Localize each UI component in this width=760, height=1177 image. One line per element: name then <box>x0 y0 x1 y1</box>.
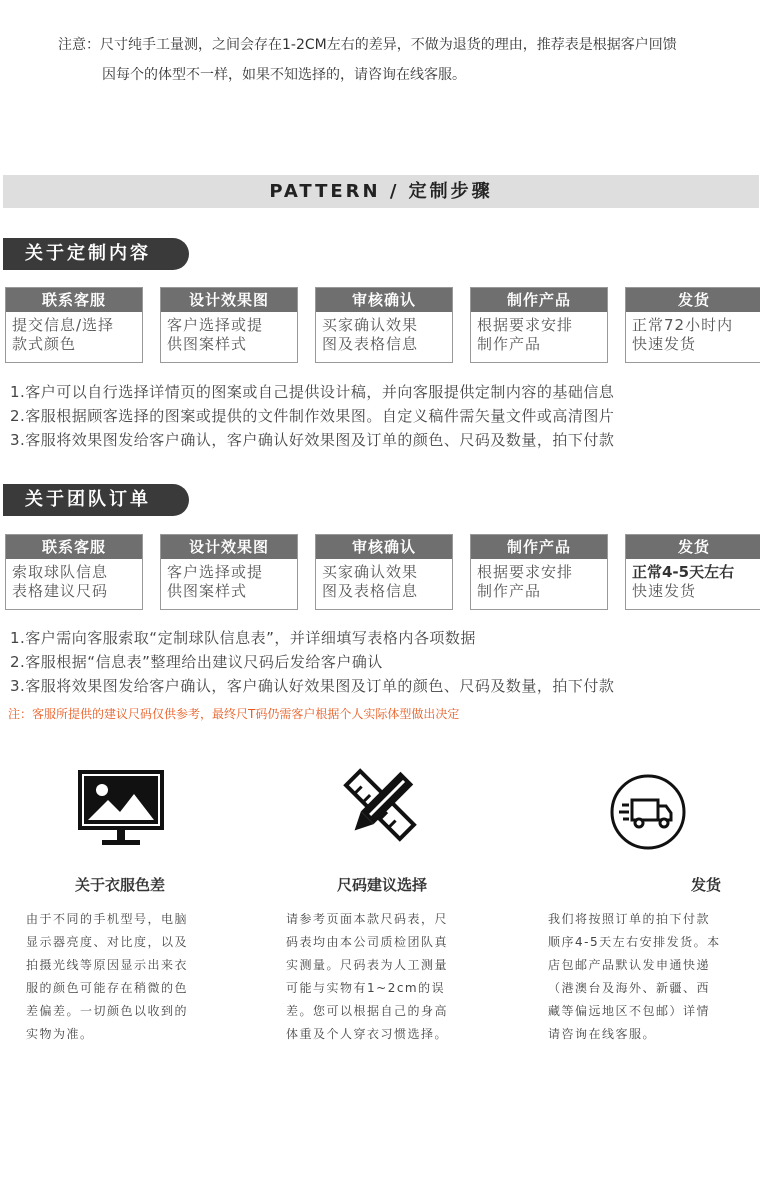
text-line: 服的颜色可能存在稍微的色 <box>26 981 189 995</box>
text-line: 差。您可以根据自己的身高 <box>286 1004 449 1018</box>
text-line: 显示器亮度、对比度，以及 <box>26 935 189 949</box>
step-desc-1: 客户选择或提 <box>167 563 264 581</box>
section-custom-title: 关于定制内容 <box>3 238 189 270</box>
step-desc-2: 快速发货 <box>632 582 697 600</box>
text-line: 体重及个人穿衣习惯选择。 <box>286 1027 449 1041</box>
size-notice <box>58 30 677 90</box>
notice-line-2: 因每个的体型不一样，如果不知选择的，请咨询在线客服。 <box>102 67 466 83</box>
feature-text-shipping <box>548 908 744 1046</box>
step-title: 设计效果图 <box>161 288 297 312</box>
step-title: 制作产品 <box>471 288 607 312</box>
feature-title-size: 尺码建议选择 <box>336 876 427 894</box>
text-line: 拍摄光线等原因显示出来衣 <box>26 958 189 972</box>
step-title: 发货 <box>626 535 760 559</box>
section-team-title: 关于团队订单 <box>3 484 189 516</box>
text-line: 店包邮产品默认发申通快递 <box>548 958 711 972</box>
instruction-line: 3.客服将效果图发给客户确认，客户确认好效果图及订单的颜色、尺码及数量，拍下付款 <box>10 677 615 695</box>
custom-instructions <box>10 380 614 452</box>
text-line: 我们将按照订单的拍下付款 <box>548 912 711 926</box>
notice-line-1: 注意：尺寸纯手工量测，之间会存在1-2CM左右的差异，不做为退货的理由，推荐表是根据客户回馈 <box>58 37 677 53</box>
ruler-pencil-icon <box>340 765 420 849</box>
text-line: 请参考页面本款尺码表，尺 <box>286 912 449 926</box>
step-desc-1: 买家确认效果 <box>322 563 419 581</box>
pattern-title-bar: PATTERN / 定制步骤 <box>3 175 759 208</box>
feature-text-size <box>286 908 482 1046</box>
team-step-ship <box>625 534 760 610</box>
text-line: 请咨询在线客服。 <box>548 1027 657 1041</box>
step-desc-2: 制作产品 <box>477 582 542 600</box>
team-step-produce <box>470 534 608 610</box>
step-desc-1: 客户选择或提 <box>167 316 264 334</box>
step-desc-1: 正常72小时内 <box>632 316 734 334</box>
custom-step-produce <box>470 287 608 363</box>
step-desc-2: 款式颜色 <box>12 335 77 353</box>
team-steps <box>5 534 759 610</box>
team-instructions <box>10 626 614 698</box>
custom-step-ship <box>625 287 760 363</box>
step-title: 联系客服 <box>6 288 142 312</box>
text-line: 实物为准。 <box>26 1027 94 1041</box>
step-title: 审核确认 <box>316 535 452 559</box>
step-title: 联系客服 <box>6 535 142 559</box>
step-desc-1: 根据要求安排 <box>477 316 574 334</box>
text-line: 码表均由本公司质检团队真 <box>286 935 449 949</box>
delivery-truck-icon <box>608 772 688 856</box>
step-desc-2: 图及表格信息 <box>322 335 419 353</box>
team-step-review <box>315 534 453 610</box>
step-title: 制作产品 <box>471 535 607 559</box>
team-step-contact <box>5 534 143 610</box>
instruction-line: 2.客服根据“信息表”整理给出建议尺码后发给客户确认 <box>10 653 383 671</box>
step-desc-1: 索取球队信息 <box>12 563 109 581</box>
team-step-design <box>160 534 298 610</box>
step-desc-2: 供图案样式 <box>167 582 248 600</box>
feature-title-shipping: 发货 <box>690 876 721 894</box>
custom-steps <box>5 287 759 363</box>
instruction-line: 1.客户需向客服索取“定制球队信息表”，并详细填写表格内各项数据 <box>10 629 476 647</box>
step-desc-1: 正常4-5天左右 <box>632 563 735 581</box>
instruction-line: 2.客服根据顾客选择的图案或提供的文件制作效果图。自定义稿件需矢量文件或高清图片 <box>10 407 615 425</box>
text-line: 差偏差。一切颜色以收到的 <box>26 1004 189 1018</box>
step-desc-1: 买家确认效果 <box>322 316 419 334</box>
text-line: 顺序4-5天左右安排发货。本 <box>548 935 721 949</box>
feature-text-color <box>26 908 222 1046</box>
instruction-line: 3.客服将效果图发给客户确认，客户确认好效果图及订单的颜色、尺码及数量，拍下付款 <box>10 431 615 449</box>
text-line: 藏等偏远地区不包邮）详情 <box>548 1004 711 1018</box>
instruction-line: 1.客户可以自行选择详情页的图案或自己提供设计稿，并向客服提供定制内容的基础信息 <box>10 383 615 401</box>
step-title: 设计效果图 <box>161 535 297 559</box>
feature-title-color: 关于衣服色差 <box>74 876 165 894</box>
custom-step-contact <box>5 287 143 363</box>
custom-step-review <box>315 287 453 363</box>
step-desc-1: 提交信息/选择 <box>12 316 115 334</box>
step-title: 发货 <box>626 288 760 312</box>
custom-step-design <box>160 287 298 363</box>
text-line: 由于不同的手机型号，电脑 <box>26 912 189 926</box>
size-warning: 注：客服所提供的建议尺码仅供参考，最终尺T码仍需客户根据个人实际体型做出决定 <box>8 707 460 721</box>
text-line: 可能与实物有1~2cm的误 <box>286 981 446 995</box>
step-desc-2: 快速发货 <box>632 335 697 353</box>
text-line: （港澳台及海外、新疆、西 <box>548 981 711 995</box>
step-title: 审核确认 <box>316 288 452 312</box>
text-line: 实测量。尺码表为人工测量 <box>286 958 449 972</box>
step-desc-1: 根据要求安排 <box>477 563 574 581</box>
step-desc-2: 图及表格信息 <box>322 582 419 600</box>
step-desc-2: 表格建议尺码 <box>12 582 109 600</box>
monitor-image-icon <box>78 770 164 852</box>
step-desc-2: 供图案样式 <box>167 335 248 353</box>
step-desc-2: 制作产品 <box>477 335 542 353</box>
